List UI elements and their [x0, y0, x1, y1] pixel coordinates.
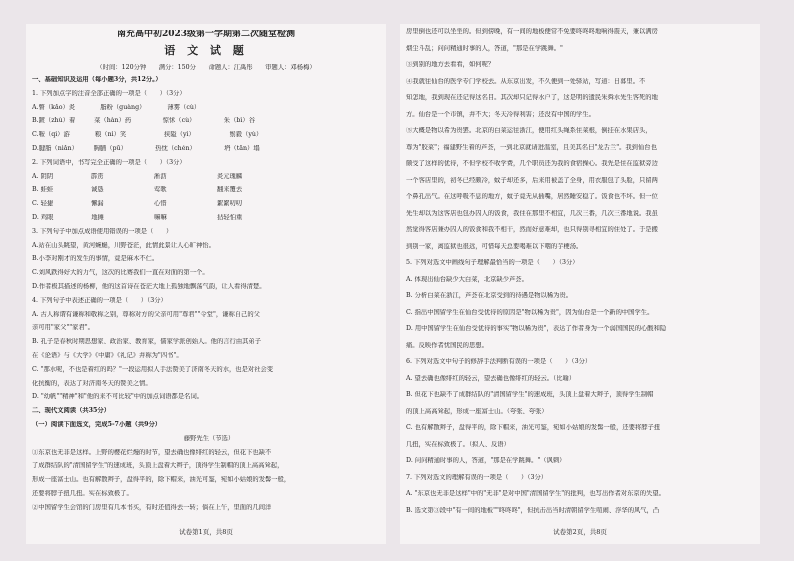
text-line: 了成群结队的"清国留学生"的速成班，头顶上盘着大辫子，顶得学生制帽的顶上高高耸起，	[32, 462, 284, 470]
left-page	[26, 24, 386, 544]
text-line: C. "那水呢，不也是着红的吗？"一段运用拟人手法赞美了济南冬天的水，也是对社会变	[32, 365, 274, 373]
page-footer-left: 试卷第1页，共8页	[179, 528, 233, 536]
text-line: B. 选文第③段中"有一间的地板""咚咚咚"，但抗击出当时清朝留学生喧闹、浮华的风气，凸	[406, 506, 660, 514]
exam-subtitle: 语 文 试 题	[164, 44, 248, 57]
text-line: 6. 下列对选文中句子的修辞手法判断有误的一项是（ ）（3分）	[406, 358, 592, 365]
text-line: ①东京也无非是这样。上野的樱花烂熳的时节，望去确也像绯红的轻云，但花下也缺不	[32, 448, 272, 456]
text-line: 痛。反映作者忧国民的思想。	[406, 341, 488, 349]
text-line: 形成一座富士山。也有解散辫子，盘得平的，除下帽来，油光可鉴，宛如小姑娘的发髻一般，	[32, 476, 291, 484]
text-line: A. 阴阴 霹雳 淅沥 炎元瑰麟	[32, 172, 243, 180]
exam-title: 南充高中初2023级第一学期第二次随堂检测	[116, 30, 296, 38]
text-line: B. 但花下也缺不了成群结队的"清国留学生"的速成班，头顶上盘着大辫子，顶得学生制帽	[406, 391, 654, 398]
text-line: D.作者极其描述的杨柳，他的这首诗在苍茫大地上孤独地飘荡气韵，让人看得清楚。	[32, 283, 266, 290]
text-line: A. 古人称谓有谦称和敬称之别，尊称对方的父亲可用"尊君""令堂"，谦称自己的父	[32, 310, 260, 318]
right-page	[400, 24, 760, 544]
exam-meta: （时间：120分钟 满分：150分 命题人：江禹彤 审题人：邓杨梅）	[96, 64, 316, 71]
text-line: 5. 下列对选文中画线句子理解最恰当的一项是（ ）（3分）	[406, 259, 579, 266]
text-line: B. 孔子是春秋时期思想家、政治家、教育家，儒家学派创始人。他的言行由其弟子	[32, 338, 262, 346]
text-line: 到别一家，离监狱也很远，可惜每天总要喝难以下咽的芋梗汤。	[406, 242, 583, 250]
text-line: D. "幼帆""精神"和"他的来不可比较"中的加点词语都是名词。	[32, 393, 204, 401]
text-line: D.腱脂（niǎn） 胸脯（pū） 热忱（chén） 坍（tān）塌	[32, 145, 260, 152]
text-line: 知怎地，我到现在还记得这名目。其次却只记得水户了，这是明的遗民朱舜水先生客死的地	[406, 94, 658, 101]
text-line: C.刘风跌得好大的力气，这次的比赛我们一直在对面的第一个。	[32, 269, 209, 277]
text-line: 先生却以为这客店也包办囚人的饭食，我住在那里不相宜，几次三番，几次三番地说。我虽	[406, 209, 658, 217]
text-line: 藤野先生（节选）	[183, 434, 235, 442]
text-line: C.鞍（qi）游 粮（nì）笑 挟隘（yì） 鬃毅（yù）	[32, 131, 263, 139]
text-line: B. 分析白菜在浙江，芦荟在北京受到的待遇是物以稀为贵。	[406, 292, 573, 299]
text-line: 几扭，实在标致极了。（拟人、反语）	[406, 440, 510, 448]
text-line: 烟尘斗乱；问问精通时事的人，答道，"那是在学跳舞。"	[406, 44, 563, 52]
text-line: 的顶上高高耸起，形成一座富士山。（夸张、夸张）	[406, 407, 548, 415]
text-line: B. 蛙蛙 诚恳 莺歌 翻来覆去	[32, 186, 243, 194]
text-line: 7. 下列对选文的理解有误的一项是（ ）（3分）	[406, 473, 548, 481]
text-line: A.瞥（kǎo）炎 脂粉（guàng） 薄雾（cù）	[32, 103, 201, 111]
text-line: ⑤大概是物以希为贵罢。北京的白菜运往浙江，便用红头绳系住菜根，倒挂在水果店头，	[406, 127, 652, 134]
text-line: 化抗衡的，表达了对济南冬天的赞美之情。	[32, 379, 152, 387]
text-line: B.小李对刚才的发生的事情，竟是麻木不仁。	[32, 255, 159, 263]
text-line: A. "东京也无非是这样"中的"无非"是对中国"清国留学生"的批判，也写出作者对东京的失望。	[406, 490, 665, 497]
text-line: 亲可用"家父""家君"。	[32, 324, 94, 332]
text-line: D. 鸡眼 地摊 嘛嘛 拈轻怕重	[32, 214, 243, 221]
text-line: 方。仙台是一个市镇，并不大；冬天冷得利害；还没有中国的学生。	[406, 110, 595, 118]
text-line: 房里倒也还可以坐坐的。但到傍晚，有一间的地板便常不免要咚咚咚地响得震天，兼以满房	[406, 28, 658, 35]
text-line: 1. 下列加点字的注音全部正确的一项是（ ）（3分）	[32, 89, 186, 97]
page-footer-right: 试卷第2页，共8页	[553, 528, 607, 536]
text-line: （一）阅读下面选文，完成5-7小题（共9分）	[32, 421, 162, 428]
text-line: A. 望去确也像绯红的轻云，望去确也像绯红的轻云。（比喻）	[406, 374, 576, 382]
text-line: 4. 下列句子中表述正确的一项是（ ）（3分）	[32, 296, 167, 304]
text-line: 还要将脖子扭几扭。实在标致极了。	[32, 490, 133, 497]
text-line: 一、基础知识及运用（每小题3分，共12分。）	[32, 76, 162, 83]
text-line: 二、现代文阅读（共35分）	[32, 407, 111, 415]
text-line: C. 轻捷 懈漏 心惜 絮絮叨叨	[32, 200, 243, 208]
text-line: A. 体现出仙台缺少大白菜，北京缺少芦荟。	[406, 275, 528, 283]
text-line: D. 用中国留学生在仙台受优待的事实"物以稀为贵"，表达了作者身为一个弱国国民的心酸和隐	[406, 325, 667, 332]
text-line: A.站在山头眺望，黄河蜿蜒，川野苍茫，此情此景让人心旷神怡。	[32, 241, 215, 249]
text-line: B.踱（zhù）着 菜（hàn）药 惊怵（cù） 朱（bì）谷	[32, 117, 256, 125]
text-line: 然觉得客店兼办囚人的饭食和我不相干，然而好意难却，也只得别寻相宜的住处了。于是搬	[406, 226, 658, 233]
text-line: C. 指出中国留学生在仙台受优待的原因是"物以稀为贵"，因为仙台是一个新的中国学生。	[406, 308, 654, 316]
text-line: 在《论语》与《大学》《中庸》《礼记》并称为"四书"。	[32, 352, 183, 359]
text-line: D. 问问精通时事的人，答道，"那是在学跳舞。"（讽刺）	[406, 457, 566, 464]
text-line: 个鼻孔出气。在这呼吸不息的地方，蚊子竟无从插嘴，居然睡安稳了。饭食也不坏。但一位	[406, 193, 658, 200]
text-line: 3. 下列句子中加点成语使用错误的一项是（ ）	[32, 227, 173, 235]
text-line: 颇受了这样的优待，不但学校不收学费，几个职员还为我的食宿操心。我先是住在监狱旁边	[406, 160, 658, 167]
text-line: 尊为"胶菜"；福建野生着的芦荟，一到北京就请进温室，且美其名曰"龙舌兰"。我到仙台也	[406, 143, 657, 151]
text-line: 2. 下列词语中，书写完全正确的一项是（ ）（3分）	[32, 158, 186, 166]
text-line: ②中国留学生会馆的门房里有几本书买，有时还值得去一转；倘在上午，里面的几间洋	[32, 503, 272, 511]
text-line: C. 也有解散辫子，盘得平的，除下帽来，油光可鉴，宛如小姑娘的发髻一般，还要将脖子扭	[406, 424, 661, 431]
text-line: ④我就往仙台的医学专门学校去。从东京出发，不久便到一处驿站，写道：日暮里。不	[406, 77, 646, 85]
text-line: ③到别的地方去看看，如何呢？	[406, 61, 495, 68]
text-line: 一个客店里的，初冬已经颇冷，蚊子却还多，后来用被盖了全身，用衣服包了头脸，只留两	[406, 176, 658, 184]
